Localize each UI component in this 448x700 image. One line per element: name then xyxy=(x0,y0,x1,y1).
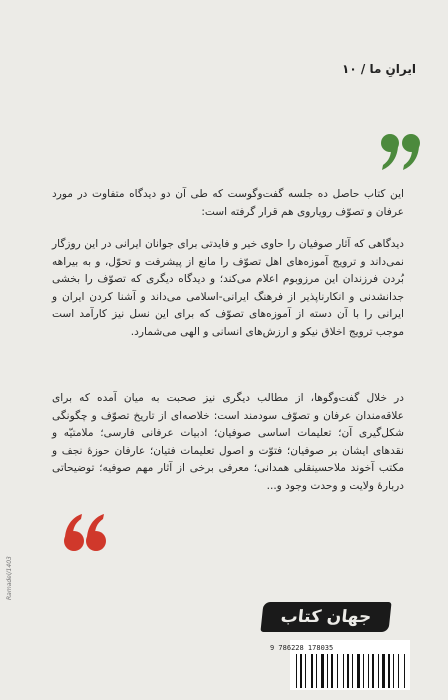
side-credit: Ramadel/1403 xyxy=(6,556,13,600)
publisher-logo: جهان کتاب xyxy=(260,602,391,632)
series-label: ایرانِ ما / ۱۰ xyxy=(342,62,416,76)
intro-text: این کتاب حاصل ده جلسه گفت‌وگوست که طی آن دو دیدگاه متفاوت در مورد عرفان و تصوّف رویاروی هم قرار گرفته است: xyxy=(52,188,404,218)
description-paragraph-2: در خلال گفت‌وگوها، از مطالب دیگری نیز صحبت به میان آمده که برای علاقه‌مندان عرفان و تصوّف سودمند است: خلاصه‌ای از تاریخ تصوّف و چگونگی شکل‌گیری آن؛ تعلیمات اساسی صوفیان؛ ادبیات عرفانی فارسی؛ ملامتیّه و نقدهای ایشان بر صوفیان؛ فتوّت و اصول تعلیمات فتیان؛ عارفان حوزهٔ نجف و مکتب آخوند ملاحسینقلی همدانی؛ معرفی برخی از آثار مهم صوفیه؛ توضیحاتی دربارهٔ ولایت و وحدت وجود و... xyxy=(52,392,404,492)
barcode-number: 9 786228 178035 xyxy=(270,644,334,652)
quote-open-icon xyxy=(380,132,422,172)
description-paragraph-1: دیدگاهی که آثار صوفیان را حاوی خیر و فایدتی برای جوانان ایرانی در این روزگار نمی‌داند و ترویج آموزه‌های اهل تصوّف را مانع از پیشرفت و تحوّل، و به بیراهه بُردن فرزندان این مرزوبوم اعلام می‌کند؛ و دیدگاه دیگری که تصوّف را بخشی جدانشدنی و انکارناپذیر از فرهنگ ایرانی-اسلامی می‌داند و آشنا کردن ایران و ایرانی را با آن دسته از آموزه‌های تصوّف که برای این نسل نیز کارآمد است موجب ترویج اخلاق نیکو و ارزش‌های انسانی و الهی می‌شمارد. xyxy=(52,238,404,338)
quote-close-icon xyxy=(62,512,108,552)
